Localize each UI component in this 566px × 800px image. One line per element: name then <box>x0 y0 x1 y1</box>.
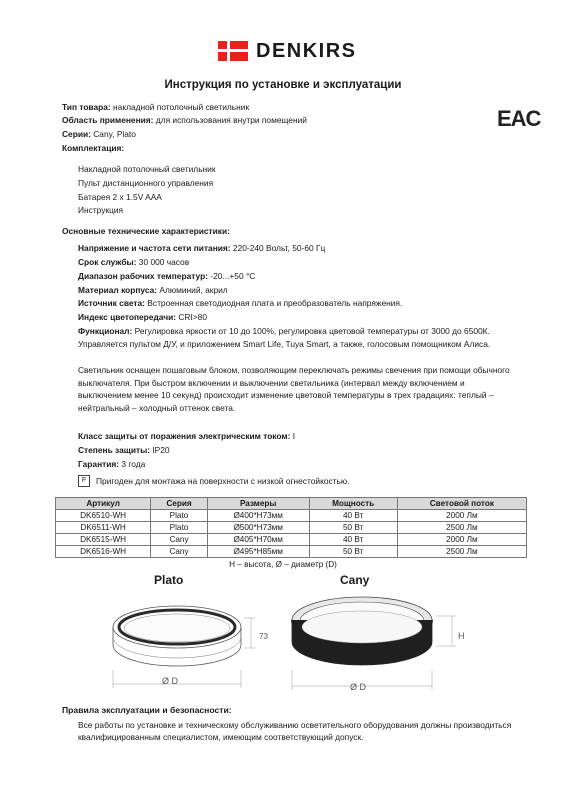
cell: 2000 Лм <box>397 534 526 546</box>
cany-label: Cany <box>340 573 370 587</box>
product-drawings <box>0 590 566 702</box>
cell: Plato <box>151 510 208 522</box>
cany-drawing <box>292 597 456 690</box>
cell: DK6515-WH <box>56 534 151 546</box>
protection-ip: Степень защиты: IP20 <box>78 445 170 455</box>
cell: 2000 Лм <box>397 510 526 522</box>
table-row <box>56 546 527 558</box>
page-title: Инструкция по установке и эксплуатации <box>164 79 402 91</box>
cell: Cany <box>151 546 208 558</box>
kit-heading: Комплектация: <box>62 143 125 153</box>
table-note: H – высота, Ø – диаметр (D) <box>229 560 337 569</box>
cell: 50 Вт <box>309 522 397 534</box>
spec-life: Срок службы: 30 000 часов <box>78 257 190 267</box>
cell: Cany <box>151 534 208 546</box>
cell: Ø495*H85мм <box>207 546 309 558</box>
spec-material: Материал корпуса: Алюминий, акрил <box>78 285 228 295</box>
spec-source: Источник света: Встроенная светодиодная плата и преобразователь напряжения. <box>78 298 403 308</box>
mount-surface-icon: F <box>78 475 90 487</box>
rules-text: Все работы по установке и техническому обслуживанию осветительного оборудования должны производиться квалифицированным специалистом, имеющим соответствующий допуск. <box>78 720 512 742</box>
flag-icon <box>218 41 248 61</box>
product-series: Серии: Cany, Plato <box>62 129 136 139</box>
cany-diameter-label: Ø D <box>350 682 367 692</box>
list-item: Инструкция <box>78 205 124 216</box>
cell: Ø400*H73мм <box>207 510 309 522</box>
table-row <box>56 510 527 522</box>
eac-mark: EAC <box>497 106 541 131</box>
warranty: Гарантия: 3 года <box>78 459 146 469</box>
list-item: Пульт дистанционного управления <box>78 177 214 188</box>
cell: 2500 Лм <box>397 546 526 558</box>
spec-cri: Индекс цветопередачи: CRI>80 <box>78 312 207 322</box>
brand-name: DENKIRS <box>256 39 357 62</box>
cell: DK6511-WH <box>56 522 151 534</box>
spec-voltage: Напряжение и частота сети питания: 220-240 Вольт, 50-60 Гц <box>78 243 326 253</box>
col-article: Артикул <box>56 498 151 510</box>
cell: Ø500*H73мм <box>207 522 309 534</box>
spec-function-line2: Управляется пультом Д/У, и приложением Smart Life, Tuya Smart, а также, голосовым помощником Алиса. <box>78 339 491 349</box>
col-size: Размеры <box>207 498 309 510</box>
mount-note: Пригоден для монтажа на поверхности с низкой огнестойкостью. <box>96 476 350 486</box>
cell: Ø405*H70мм <box>207 534 309 546</box>
plato-diameter-label: Ø D <box>162 676 179 686</box>
cell: 40 Вт <box>309 534 397 546</box>
cell: 2500 Лм <box>397 522 526 534</box>
kit-list <box>78 163 216 218</box>
protection-class: Класс защиты от поражения электрическим током: I <box>78 431 296 441</box>
table-header-row <box>56 498 527 510</box>
list-item: Батарея 2 х 1.5V AAA <box>78 191 162 202</box>
brand-logo <box>218 40 378 62</box>
spec-function: Функционал: Регулировка яркости от 10 до 100%, регулировка цветовой температуры от 3000 до 6500К. <box>78 326 490 336</box>
list-item: Накладной потолочный светильник <box>78 164 216 174</box>
table-row <box>56 534 527 546</box>
cell: DK6510-WH <box>56 510 151 522</box>
cell: Plato <box>151 522 208 534</box>
spec-temp: Диапазон рабочих температур: -20...+50 °C <box>78 271 256 281</box>
plato-drawing <box>113 606 255 688</box>
cany-height-label: H <box>458 631 465 641</box>
specs-heading: Основные технические характеристики: <box>62 226 230 236</box>
col-power: Мощность <box>309 498 397 510</box>
cell: 50 Вт <box>309 546 397 558</box>
table-row <box>56 522 527 534</box>
rules-heading: Правила эксплуатации и безопасности: <box>62 705 232 715</box>
col-series: Серия <box>151 498 208 510</box>
spec-table <box>55 497 527 558</box>
col-flux: Световой поток <box>397 498 526 510</box>
product-type: Тип товара: накладной потолочный светильник <box>62 102 250 112</box>
product-area: Область применения: для использования внутри помещений <box>62 115 307 125</box>
cell: DK6516-WH <box>56 546 151 558</box>
plato-label: Plato <box>154 573 184 587</box>
cell: 40 Вт <box>309 510 397 522</box>
description: Светильник оснащен пошаговым блоком, позволяющим переключать режимы свечения при помощи обычного выключателя. При быстром включении и выключении светильника (интервал между включением и выключением менее 10 секунд) происходит изменение цветовой температуры в трех градациях: теплый – нейтральный – холодный оттенок света. <box>78 365 510 414</box>
plato-height-label: 73 <box>259 632 268 641</box>
